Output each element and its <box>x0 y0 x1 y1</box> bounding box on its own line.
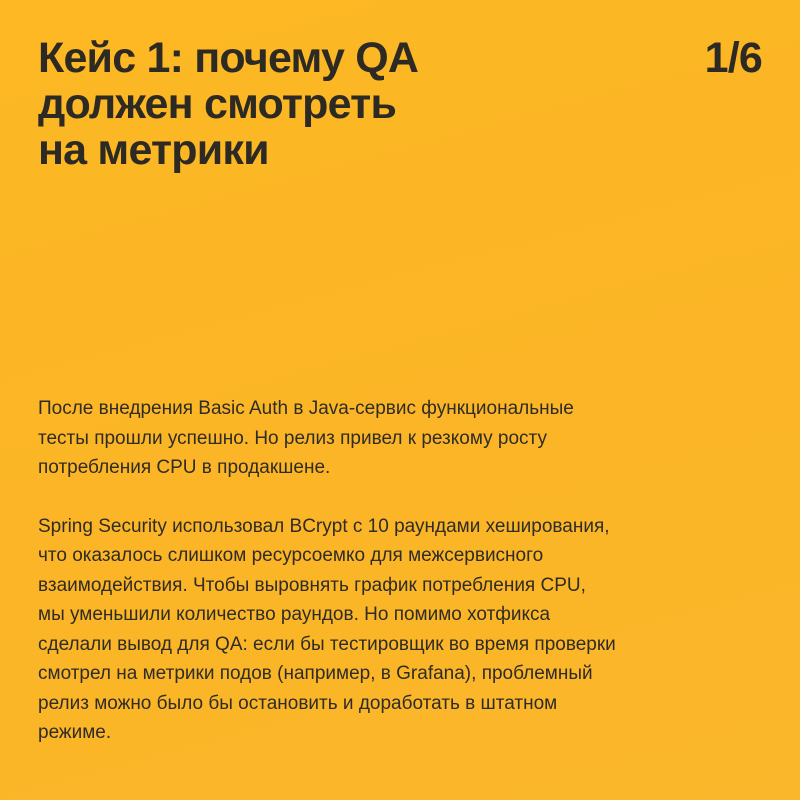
paragraph-intro <box>38 394 768 483</box>
body-text <box>38 394 768 748</box>
title-line: Кейс 1: почему QA <box>38 34 419 82</box>
slide-title <box>38 35 598 173</box>
text-line: мы уменьшили количество раундов. Но помимо хотфикса <box>38 604 551 625</box>
page-counter: 1/6 <box>704 34 762 82</box>
text-line: режиме. <box>38 722 112 743</box>
text-line: релиз можно было бы остановить и доработать в штатном <box>38 692 558 714</box>
text-line: сделали вывод для QA: если бы тестировщик во время проверки <box>38 633 616 655</box>
title-line: на метрики <box>38 126 269 174</box>
text-line: взаимодействия. Чтобы выровнять график потребления CPU, <box>38 574 586 596</box>
text-line: смотрел на метрики подов (например, в Grafana), проблемный <box>38 663 593 684</box>
text-line: потребления CPU в продакшене. <box>38 457 331 478</box>
paragraph-details <box>38 512 768 748</box>
text-line: тесты прошли успешно. Но релиз привел к резкому росту <box>38 427 547 449</box>
text-line: После внедрения Basic Auth в Java-сервис функциональные <box>38 398 574 419</box>
text-line: что оказалось слишком ресурсоемко для межсервисного <box>38 545 544 566</box>
title-line: должен смотреть <box>38 80 397 128</box>
text-line: Spring Security использовал BCrypt с 10 раундами хеширования, <box>38 515 610 537</box>
